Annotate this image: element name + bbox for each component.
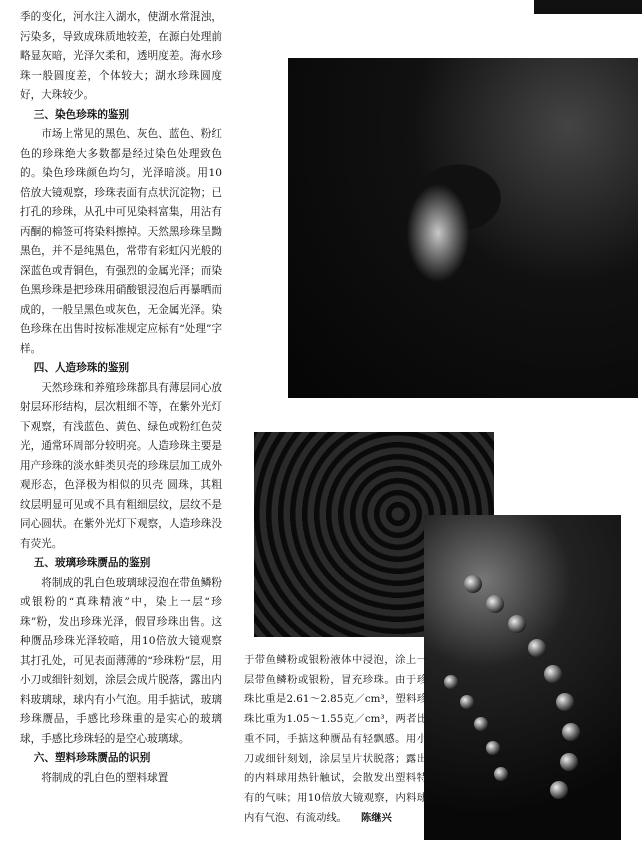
heading-plastic-pearls: 六、塑料珍珠赝品的识别 — [33, 752, 151, 764]
left-text-column — [20, 8, 222, 788]
heading-artificial-pearls: 四、人造珍珠的鉴别 — [33, 362, 130, 374]
paragraph-plastic-pearls-cont: 于带鱼鳞粉或银粉液体中浸泡，涂上一层带鱼鳞粉或银粉，冒充珍珠。由于珍珠比重是2.61～2.85克／cm³，塑料珍珠比重为1.05～1.55克／cm³，两者比重不同，手掂这种赝品有轻飘感。用小刀或细针刻划，涂层呈片状脱落；露出的内料球用热针触试，会散发出塑料特有的气味；用10倍放大镜观察，内料球内有气泡、有流动线。 — [244, 654, 427, 824]
author-signature: 陈继兴 — [360, 811, 392, 824]
page-corner-mark — [462, 0, 642, 14]
right-text-column — [244, 651, 427, 828]
paragraph-glass-pearls: 将制成的乳白色玻璃球浸泡在带鱼鳞粉或银粉的“真珠精液”中，染上一层“珍珠”粉，发出珍珠光泽，假冒珍珠出售。这种赝品珍珠光泽较暗，用10倍放大镜观察其打孔处，可见表面薄薄的“珍珠粉”层，用小刀或细针刻划，涂层会成片脱落，露出内料玻璃球，球内有小气泡。用手掂试，玻璃珍珠赝品，手感比珍珠重的是实心的玻璃球，手感比珍珠轻的是空心玻璃球。 — [20, 576, 222, 745]
woman-wearing-pearls-photo — [288, 58, 638, 398]
heading-dyed-pearls: 三、染色珍珠的鉴别 — [33, 108, 130, 121]
paragraph-plastic-pearls-start: 将制成的乳白色的塑料球置 — [41, 771, 169, 784]
paragraph-dyed-pearls: 市场上常见的黑色、灰色、蓝色、粉红色的珍珠绝大多数都是经过染色处理致色的。染色珍珠颜色均匀，光泽暗淡。用10倍放大镜观察，珍珠表面有点状沉淀物；已打孔的珍珠，从孔中可见染料富集，用沾有丙酮的棉签可将染料擦掉。天然黑珍珠呈黝黑色，并不是纯黑色，常带有彩虹闪光般的深蓝色或青铜色，有强烈的金属光泽；而染色黑珍珠是把珍珠用硝酸银浸泡后再暴晒而成的，一般呈黑色或灰色，无金属光泽。染色珍珠在出售时按标准规定应标有“处理”字样。 — [20, 128, 222, 355]
paragraph-lake-pearls: 季的变化，河水注入湖水，使湖水常混浊，污染多，导致成珠质地较差，在源白处理前略显灰暗，光泽欠柔和，透明度差。海水珍珠一般圆度差，个体较大；湖水珍珠圆度好，大珠较少。 — [20, 11, 222, 101]
paragraph-artificial-pearls: 天然珍珠和养殖珍珠都具有薄层同心放射层环形结构，层次粗细不等，在紫外光灯下观察，有浅蓝色、黄色、绿色或粉红色荧光，通常环周部分较明亮。人造珍珠主要是用产珍珠的淡水蚌类贝壳的珍珠层加工成外观形态，色泽极为相似的贝壳 圆珠，其粗纹层明显可见或不具有粗细层纹，层纹不是同心圆状。在紫外光灯下观察，人造珍珠没有荧光。 — [20, 381, 222, 550]
pearl-strands-photo — [424, 515, 621, 840]
heading-glass-pearls: 五、玻璃珍珠赝品的鉴别 — [33, 557, 151, 569]
